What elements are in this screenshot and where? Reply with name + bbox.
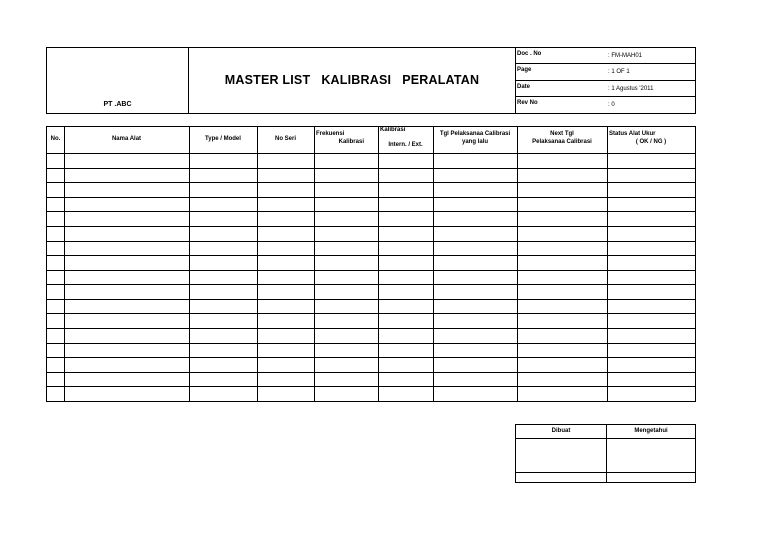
column-header-line2: Kalibrasi [338, 139, 364, 145]
column-header-line1: Tgl Pelaksanaa Calibrasi [439, 131, 511, 137]
column-header-line1: Type / Model [205, 136, 241, 142]
column-header-line2: yang lalu [461, 139, 488, 145]
meta-key: Doc . No [517, 51, 542, 57]
table-row [47, 313, 695, 314]
meta-row-date [516, 81, 696, 97]
column-header-nama-alat [64, 127, 189, 161]
table-row [47, 386, 695, 387]
column-header-line1: No. [50, 136, 61, 142]
calibration-table [46, 126, 696, 402]
table-row [47, 168, 695, 169]
table-row [47, 211, 695, 212]
column-header-line1: No Seri [274, 136, 296, 142]
column-header-type-model [189, 127, 257, 161]
table-row [47, 372, 695, 373]
column-header-tgl-lalu [433, 127, 517, 156]
meta-row-rev-no [516, 97, 696, 113]
table-row [47, 270, 695, 271]
table-row [47, 357, 695, 358]
column-header-line1: Next Tgl [550, 131, 574, 137]
column-header-no [47, 127, 64, 161]
table-row [47, 153, 695, 154]
table-row [47, 343, 695, 344]
meta-key: Rev No [517, 99, 538, 106]
column-header-line1: Status Alat Ukur [609, 131, 656, 137]
column-header-no-seri [257, 127, 314, 161]
meta-row-doc-no [516, 48, 696, 64]
meta-row-page [516, 64, 696, 80]
signature-block [515, 424, 696, 483]
column-header-kalibrasi [378, 127, 433, 153]
meta-value: : 1 OF 1 [608, 69, 630, 76]
column-header-next-tgl [517, 127, 607, 156]
meta-value: : 0 [608, 101, 615, 108]
table-row [47, 284, 695, 285]
signature-name-line [516, 472, 695, 473]
company-name: PT .ABC [103, 101, 132, 108]
column-header-line1: Frekuensi [316, 131, 345, 137]
meta-key: Date [517, 83, 531, 90]
table-row [47, 299, 695, 300]
document-title: MASTER LIST KALIBRASI PERALATAN [224, 73, 480, 87]
table-row [47, 182, 695, 183]
document-header [46, 47, 696, 114]
meta-key: Page [517, 67, 532, 74]
meta-value: : FM-MAH01 [608, 53, 643, 59]
column-header-line2: Pelaksanaa Calibrasi [532, 139, 592, 145]
approved-by-label: Mengetahui [634, 428, 668, 434]
table-row [47, 197, 695, 198]
column-header-status [607, 127, 695, 156]
table-row [47, 241, 695, 242]
table-row [47, 255, 695, 256]
signature-header-line [516, 438, 695, 439]
column-header-frekuensi [314, 127, 378, 156]
meta-value: : 1 Agustus '2011 [608, 85, 654, 92]
table-row [47, 226, 695, 227]
table-row [47, 328, 695, 329]
column-header-line2: Intern. / Ext. [388, 142, 423, 148]
made-by-label: Dibuat [551, 428, 571, 434]
column-header-line1: Kalibrasi [380, 127, 406, 133]
column-header-line1: Nama Alat [111, 136, 142, 142]
column-header-line2: ( OK / NG ) [635, 139, 667, 145]
document-meta [516, 48, 696, 113]
